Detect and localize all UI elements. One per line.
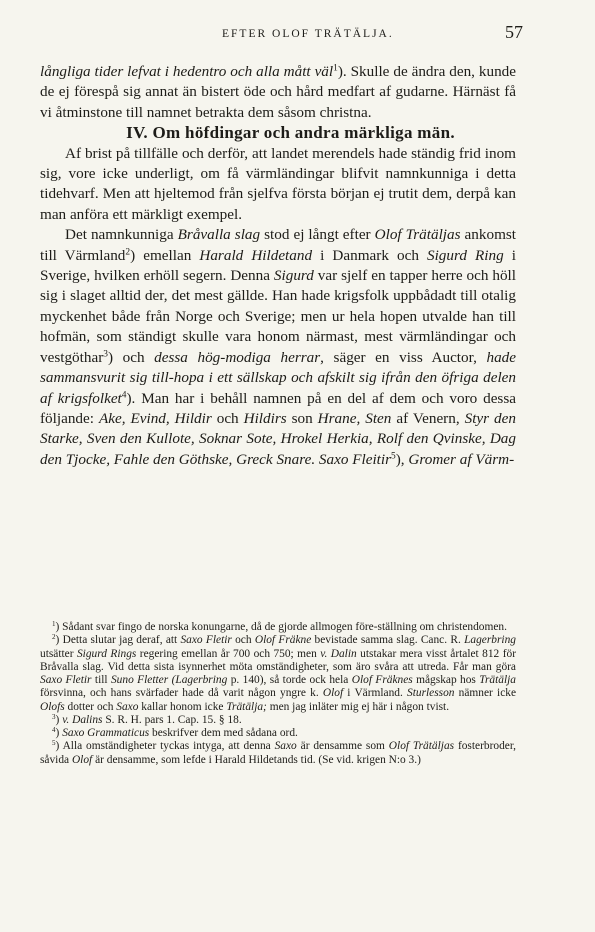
italic-name: Saxo Fletir [40, 674, 92, 686]
text-run: och [211, 409, 244, 427]
italic-name: Saxo Fletir [180, 634, 232, 647]
text-run: ) [55, 727, 63, 739]
italic-name: Trätälja; [226, 700, 267, 713]
text-run: utsätter [40, 647, 77, 660]
italic-name: Olof Fräkne [254, 634, 312, 647]
italic-name: Hrane, Sten [317, 409, 392, 427]
paragraph-intro: Af brist på tillfälle och derför, att landet merendels hade ständig frid inom sig, vore icke underligt, om få värmländingar blifvit namnkunniga i detta tidehvarf. Men att hjeltemod från sjelfva första början ej trutit dem, derpå kan man anföra ett märkligt exempel. [40, 144, 516, 223]
footnote-3 [40, 714, 516, 727]
text-run: stod ej långt efter [260, 226, 375, 244]
footnote-5 [40, 740, 516, 767]
italic-phrase: långliga tider lefvat i hedentro och alla mått väl [40, 63, 334, 80]
text-run: och [231, 634, 255, 647]
italic-name: Olof Fräknes [351, 674, 413, 686]
text-run: ). Skulle de ändra den, kunde de ej förespå sig annat än bistert öde och hård medfart af gudarne. Härnäst få vi åtminstone till namnet betrakta dem såsom christna. [40, 63, 516, 121]
italic-name: Lagerbring [464, 634, 516, 647]
footnote-ref-2: 2 [125, 247, 131, 258]
section-heading: IV. Om höfdingar och andra märkliga män. [126, 123, 455, 143]
text-run: son [286, 409, 318, 427]
footnote-mark: 4 [52, 725, 56, 734]
footnote-mark: 3 [52, 712, 56, 721]
footnote-ref-4: 4 [121, 389, 127, 400]
text-run: , säger en viss Auctor, [320, 348, 487, 366]
text-run: utstakar mera visst årtalet 812 för Bråvalla slag. Vid detta sista isynnerhet möta omständigheter, som äro svåra att utreda. Får man göra [40, 647, 516, 673]
text-run: ankomst till Värmland [40, 226, 517, 264]
text-run: dotter och [64, 700, 117, 713]
footnote-text: ) Sådant svar fingo de norska konungarne, då de gjorde allmogen före-ställning om christendomen. [55, 621, 507, 633]
italic-name-list: Styr den Starke, Sven den Kullote, Soknar Sote, Hrokel Herkia, Rolf den Qvinske, Dag den Tjocke, Fahle den Göthske, Greck Snare. Saxo Fleitir [40, 409, 516, 468]
footnote-1 [40, 621, 516, 634]
text-run: Det namnkunniga [65, 226, 178, 244]
footnote-mark: 2 [52, 633, 56, 642]
paragraph-bravalla [40, 225, 516, 470]
footnote-ref-5: 5 [391, 451, 396, 462]
text-run: är densamme, som lefde i Harald Hildetands tid. (Se vid. krigen N:o 3.) [92, 753, 421, 766]
italic-name: Olof [71, 753, 93, 766]
text-run: beskrifver dem med sådana ord. [149, 727, 298, 739]
text-run: fosterbroder, såvida [40, 740, 517, 766]
italic-name: Olof Trätäljas [388, 740, 455, 753]
italic-name: Sturlesson [407, 687, 455, 700]
italic-name: Hildirs [243, 409, 287, 427]
page-header [40, 18, 530, 48]
italic-name: Saxo [274, 740, 297, 753]
text-run: S. R. H. pars 1. Cap. 15. § 18. [102, 713, 242, 726]
italic-name: Sigurd [273, 267, 314, 285]
text-run: ), [395, 450, 409, 468]
italic-name: Harald Hildetand [199, 246, 313, 264]
italic-name: Gromer af Värm- [408, 450, 515, 468]
text-run: ) Detta slutar jag deraf, att [55, 634, 181, 647]
text-run: mågskap hos [412, 674, 480, 686]
text-run: i Sverige, hvilken erhöll segern. Denna [40, 246, 516, 285]
italic-quote: hade sammansvurit sig till-hopa i ett sällskap och afskilt sig ifrån den öfriga delen af krigsfolket [40, 348, 516, 407]
text-run: kallar honom icke [138, 700, 227, 713]
page-number: 57 [505, 22, 523, 42]
footnote-ref-1: 1 [333, 63, 338, 74]
italic-name: Bråvalla slag [177, 226, 261, 244]
footnote-4 [40, 727, 516, 740]
text-run: ) [55, 713, 63, 726]
text-run: i Värmland. [343, 687, 408, 700]
text-run: i Danmark och [312, 246, 427, 264]
text-run: regering emellan år 700 och 750; men [136, 647, 321, 660]
text-run: p. 140), så torde ock hela [227, 674, 352, 686]
footnote-2 [40, 634, 516, 714]
italic-name: Sigurd Rings [76, 647, 137, 660]
italic-name: Ake, Evind, Hildir [98, 409, 212, 427]
main-text [40, 62, 516, 470]
text-run: till [91, 674, 111, 686]
paragraph-continuation [40, 62, 516, 123]
text-run: ). Man har i behåll namnen på en del af dem och voro dessa följande: [40, 389, 516, 427]
text-run: ) och [107, 348, 155, 366]
text-run: var sjelf en tapper herre och höll sig i slaget alltid der, det mest gällde. Han hade krigsfolk uppbådadt till otalig myckenhet både från Norge och Sverige; men ur hela hopen utvalde han till hofmän, som ständigt skulle vara honom närmast, mest värmländingar och vestgöthar [40, 267, 516, 366]
italic-name: v. Dalins [62, 713, 103, 726]
italic-name: Saxo [116, 700, 139, 713]
footnote-ref-3: 3 [103, 349, 108, 360]
text-run: men jag inläter mig ej här i någon tvist. [266, 700, 450, 713]
text-run: är densamme som [296, 740, 389, 753]
footnote-mark: 1 [52, 619, 56, 628]
italic-name: Saxo Grammaticus [62, 727, 150, 739]
italic-name: Olof Trätäljas [374, 226, 461, 244]
italic-name: Suno Fletter (Lagerbring [110, 674, 228, 686]
text-run: ) Alla omständigheter tyckas intyga, att denna [55, 740, 275, 753]
italic-phrase: dessa hög-modiga herrar [154, 348, 321, 366]
footnote-mark: 5 [52, 739, 56, 748]
footnotes [40, 621, 516, 767]
text-run: bevistade samma slag. Canc. R. [311, 634, 465, 647]
running-head: EFTER OLOF TRÄTÄLJA. [222, 28, 394, 40]
italic-name: Olof [322, 687, 344, 700]
italic-name: Trätälja [479, 674, 516, 686]
text-run: ) emellan [130, 246, 200, 264]
italic-name: v. Dalin [320, 647, 357, 660]
italic-name: Olofs [40, 700, 65, 713]
text-run: af Venern, [391, 409, 465, 427]
text-run: försvinna, och hans svärfader hade då varit någon yngre k. [40, 687, 323, 700]
italic-name: Sigurd Ring [426, 246, 504, 264]
text-run: nämner icke [454, 687, 516, 700]
